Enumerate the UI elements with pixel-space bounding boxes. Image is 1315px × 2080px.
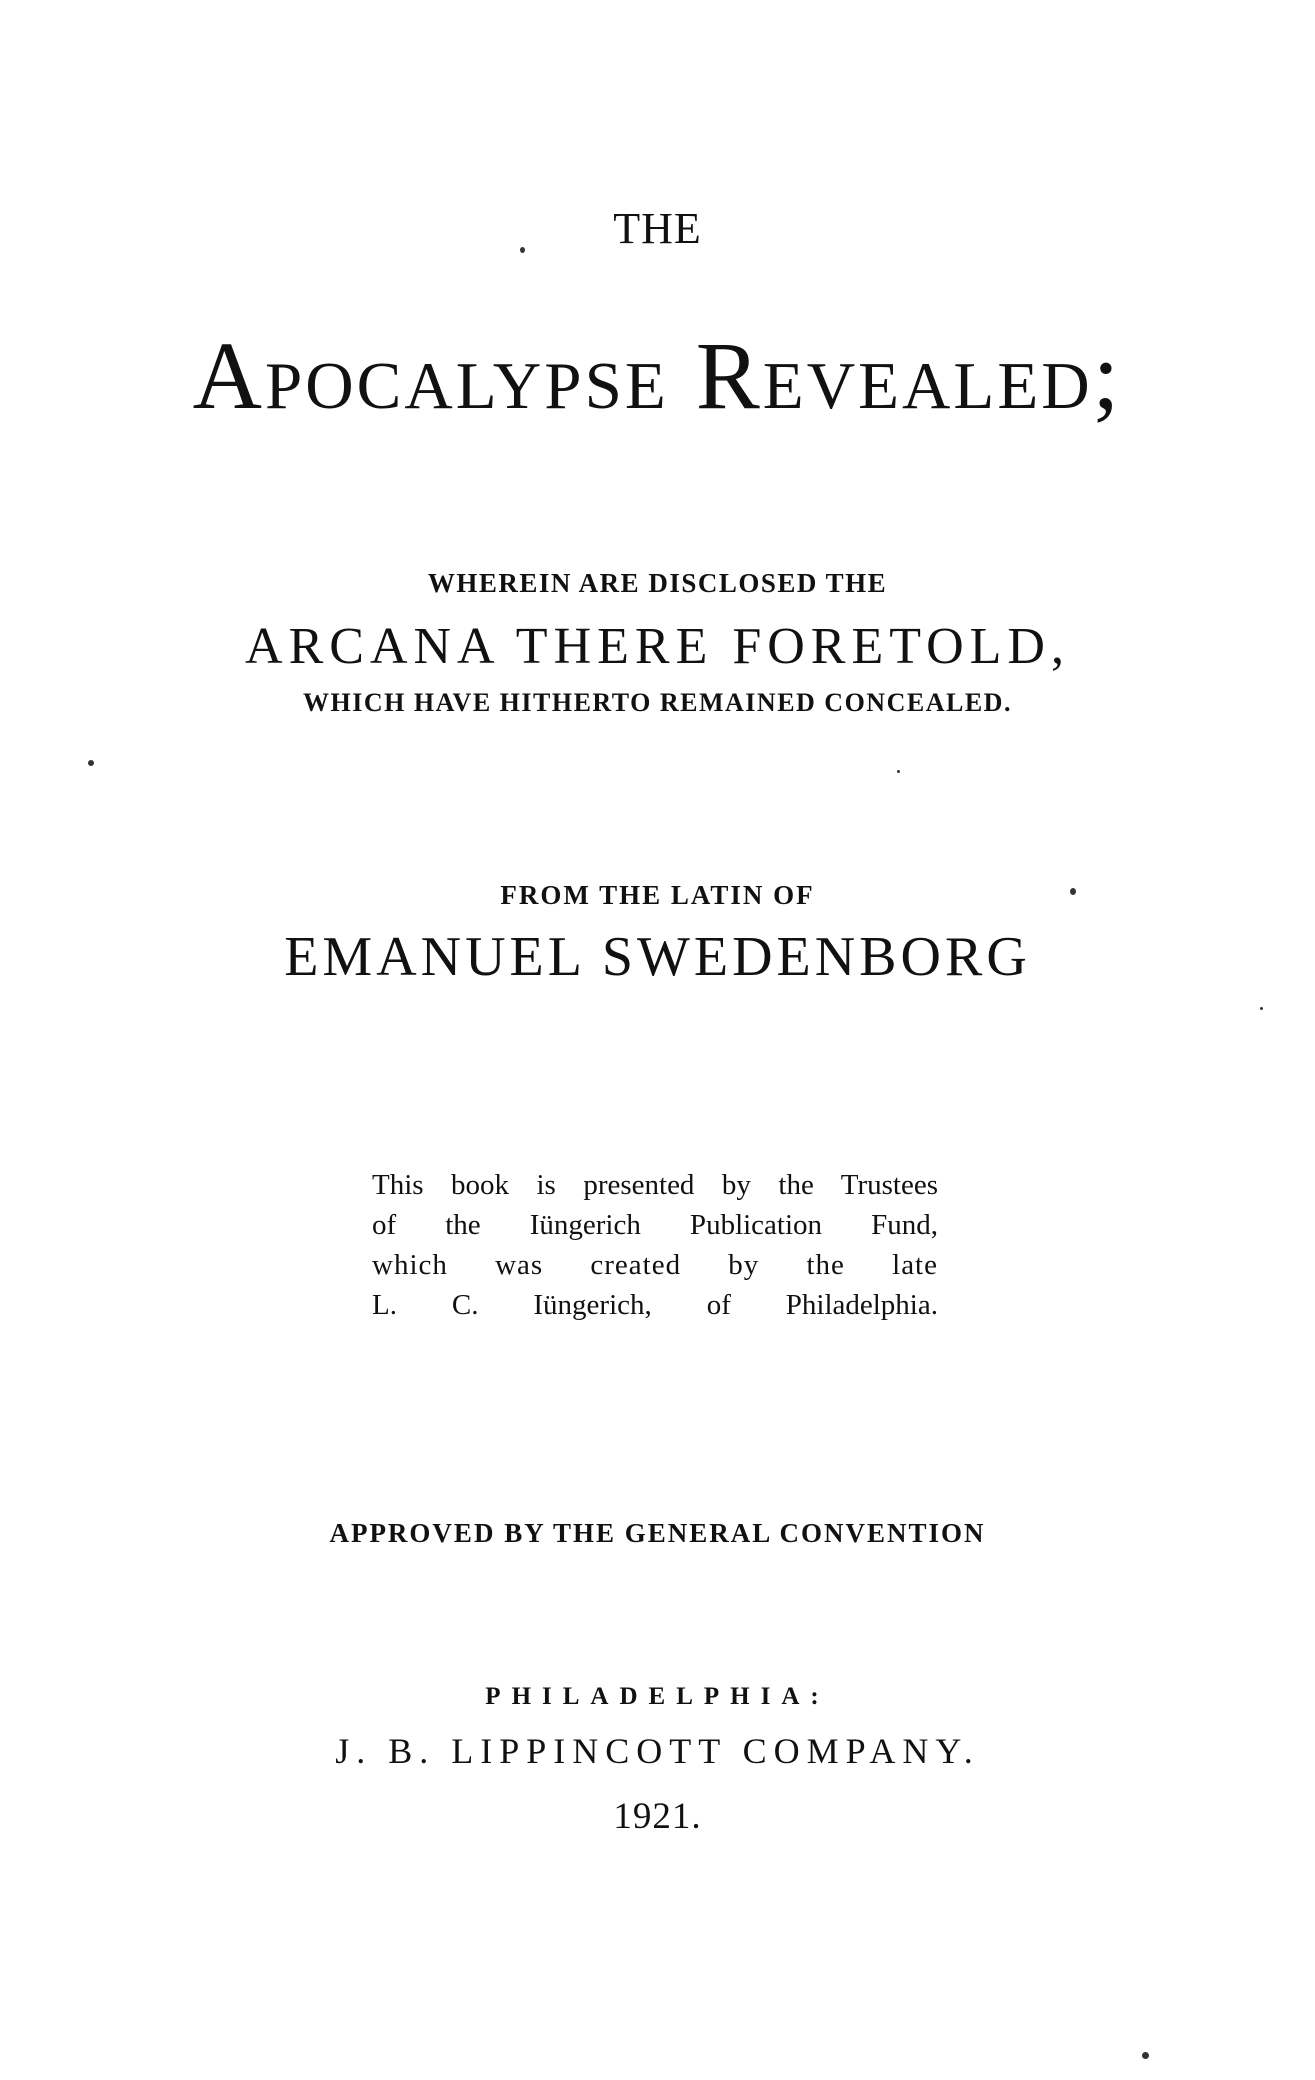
notice-line: which was created by the late (372, 1249, 938, 1281)
title-article: THE (613, 204, 702, 253)
notice-line: This book is presented by the Trustees (372, 1169, 938, 1201)
ink-speck (1142, 2052, 1149, 2059)
ink-speck (1260, 1007, 1263, 1010)
notice-line: L. C. Iüngerich, of Philadelphia. (372, 1289, 938, 1321)
translation-note: FROM THE LATIN OF (500, 880, 815, 910)
book-title: Apocalypse Revealed; (192, 322, 1123, 429)
presentation-notice (372, 1165, 938, 1325)
publication-place: PHILADELPHIA: (485, 1683, 830, 1710)
notice-line: of the Iüngerich Publication Fund, (372, 1209, 938, 1241)
publication-year: 1921. (613, 1796, 702, 1837)
ink-speck (1070, 888, 1076, 895)
subtitle-intro: WHEREIN ARE DISCLOSED THE (427, 568, 888, 598)
subtitle-end: WHICH HAVE HITHERTO REMAINED CONCEALED. (303, 688, 1012, 717)
publisher-name: J. B. LIPPINCOTT COMPANY. (335, 1731, 980, 1771)
ink-speck (897, 770, 900, 773)
author-name: EMANUEL SWEDENBORG (284, 926, 1031, 988)
approval-note: APPROVED BY THE GENERAL CONVENTION (329, 1518, 986, 1548)
ink-speck (88, 760, 94, 766)
subtitle-main: ARCANA THERE FORETOLD, (245, 618, 1070, 675)
ink-speck (520, 247, 525, 253)
